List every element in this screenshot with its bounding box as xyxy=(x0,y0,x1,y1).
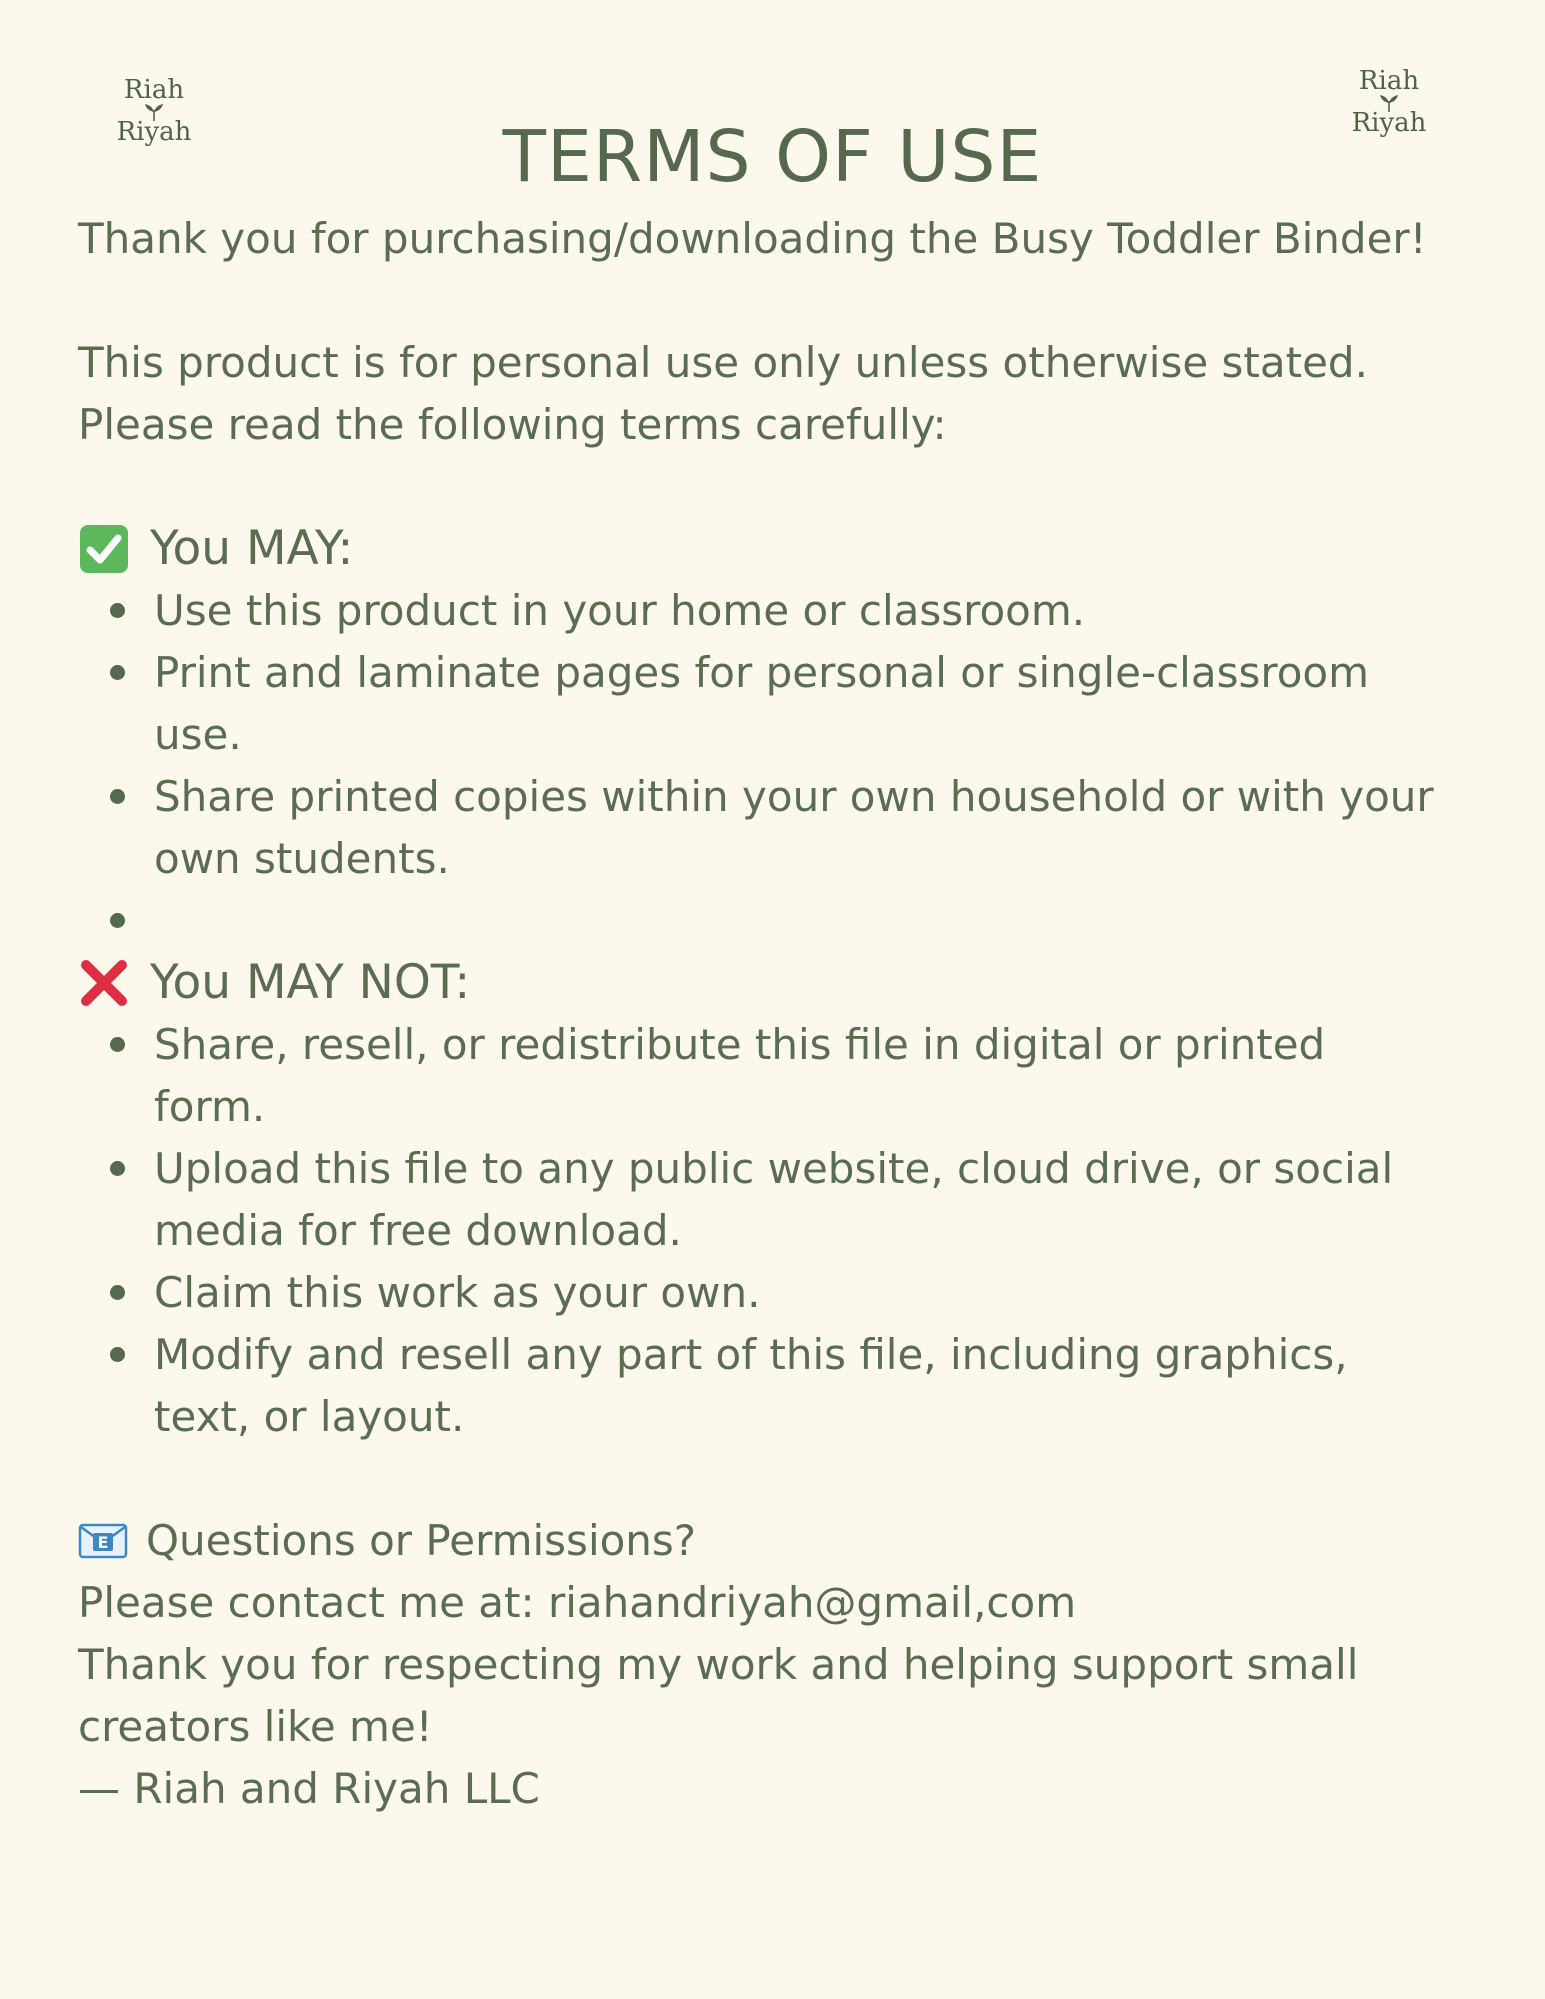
terms-content xyxy=(78,208,1478,1820)
may-list xyxy=(78,580,1478,952)
spacer xyxy=(78,456,1478,518)
logo-text-riah: Riah xyxy=(1358,66,1420,96)
list-item xyxy=(154,766,1478,890)
bullet xyxy=(110,1037,125,1052)
logo-text-riyah: Riyah xyxy=(1351,108,1427,138)
contact-heading-text: Questions or Permissions? xyxy=(146,1516,697,1565)
check-mark-icon xyxy=(78,523,130,575)
signature: — Riah and Riyah LLC xyxy=(78,1764,540,1813)
svg-text:E: E xyxy=(97,1533,109,1552)
logo-text-riyah: Riyah xyxy=(116,117,192,147)
list-item xyxy=(154,1324,1478,1448)
cross-mark-icon xyxy=(78,957,130,1009)
list-item-text: Upload this file to any public website, cloud drive, or social media for free download. xyxy=(154,1144,1394,1255)
bullet xyxy=(110,1161,125,1176)
email-icon xyxy=(78,1521,128,1561)
bullet xyxy=(110,789,125,804)
list-item-text: Share, resell, or redistribute this file in digital or printed form. xyxy=(154,1020,1326,1131)
spacer xyxy=(78,270,1478,332)
list-item-text: Print and laminate pages for personal or single-classroom use. xyxy=(154,648,1370,759)
logo-text-riah: Riah xyxy=(123,75,185,105)
may-not-list xyxy=(78,1014,1478,1448)
list-item xyxy=(154,890,1478,952)
bullet xyxy=(110,1347,125,1362)
bullet xyxy=(110,603,125,618)
list-item-text: Claim this work as your own. xyxy=(154,1268,761,1317)
may-heading-text: You MAY: xyxy=(150,521,354,576)
intro-notice-line-2: Please read the following terms carefully: xyxy=(78,400,947,449)
contact-line: Please contact me at: riahandriyah@gmail,com xyxy=(78,1578,1077,1627)
may-not-heading-text: You MAY NOT: xyxy=(150,955,471,1010)
list-item xyxy=(154,580,1478,642)
list-item xyxy=(154,1138,1478,1262)
list-item-text: Use this product in your home or classroom. xyxy=(154,586,1086,635)
bullet xyxy=(110,1285,125,1300)
intro-thanks: Thank you for purchasing/downloading the Busy Toddler Binder! xyxy=(78,214,1427,263)
contact-heading xyxy=(78,1510,1478,1572)
page-title: TERMS OF USE xyxy=(502,115,1043,198)
bullet xyxy=(110,665,125,680)
list-item xyxy=(154,1262,1478,1324)
bullet xyxy=(110,913,125,928)
closing-thanks: Thank you for respecting my work and helping support small creators like me! xyxy=(78,1640,1359,1751)
spacer xyxy=(78,1448,1478,1510)
intro-notice-line-1: This product is for personal use only unless otherwise stated. xyxy=(78,338,1368,387)
may-not-heading xyxy=(78,952,1478,1014)
list-item xyxy=(154,1014,1478,1138)
list-item-text: Share printed copies within your own household or with your own students. xyxy=(154,772,1434,883)
list-item-text: Modify and resell any part of this file, including graphics, text, or layout. xyxy=(154,1330,1348,1441)
may-heading xyxy=(78,518,1478,580)
list-item xyxy=(154,642,1478,766)
